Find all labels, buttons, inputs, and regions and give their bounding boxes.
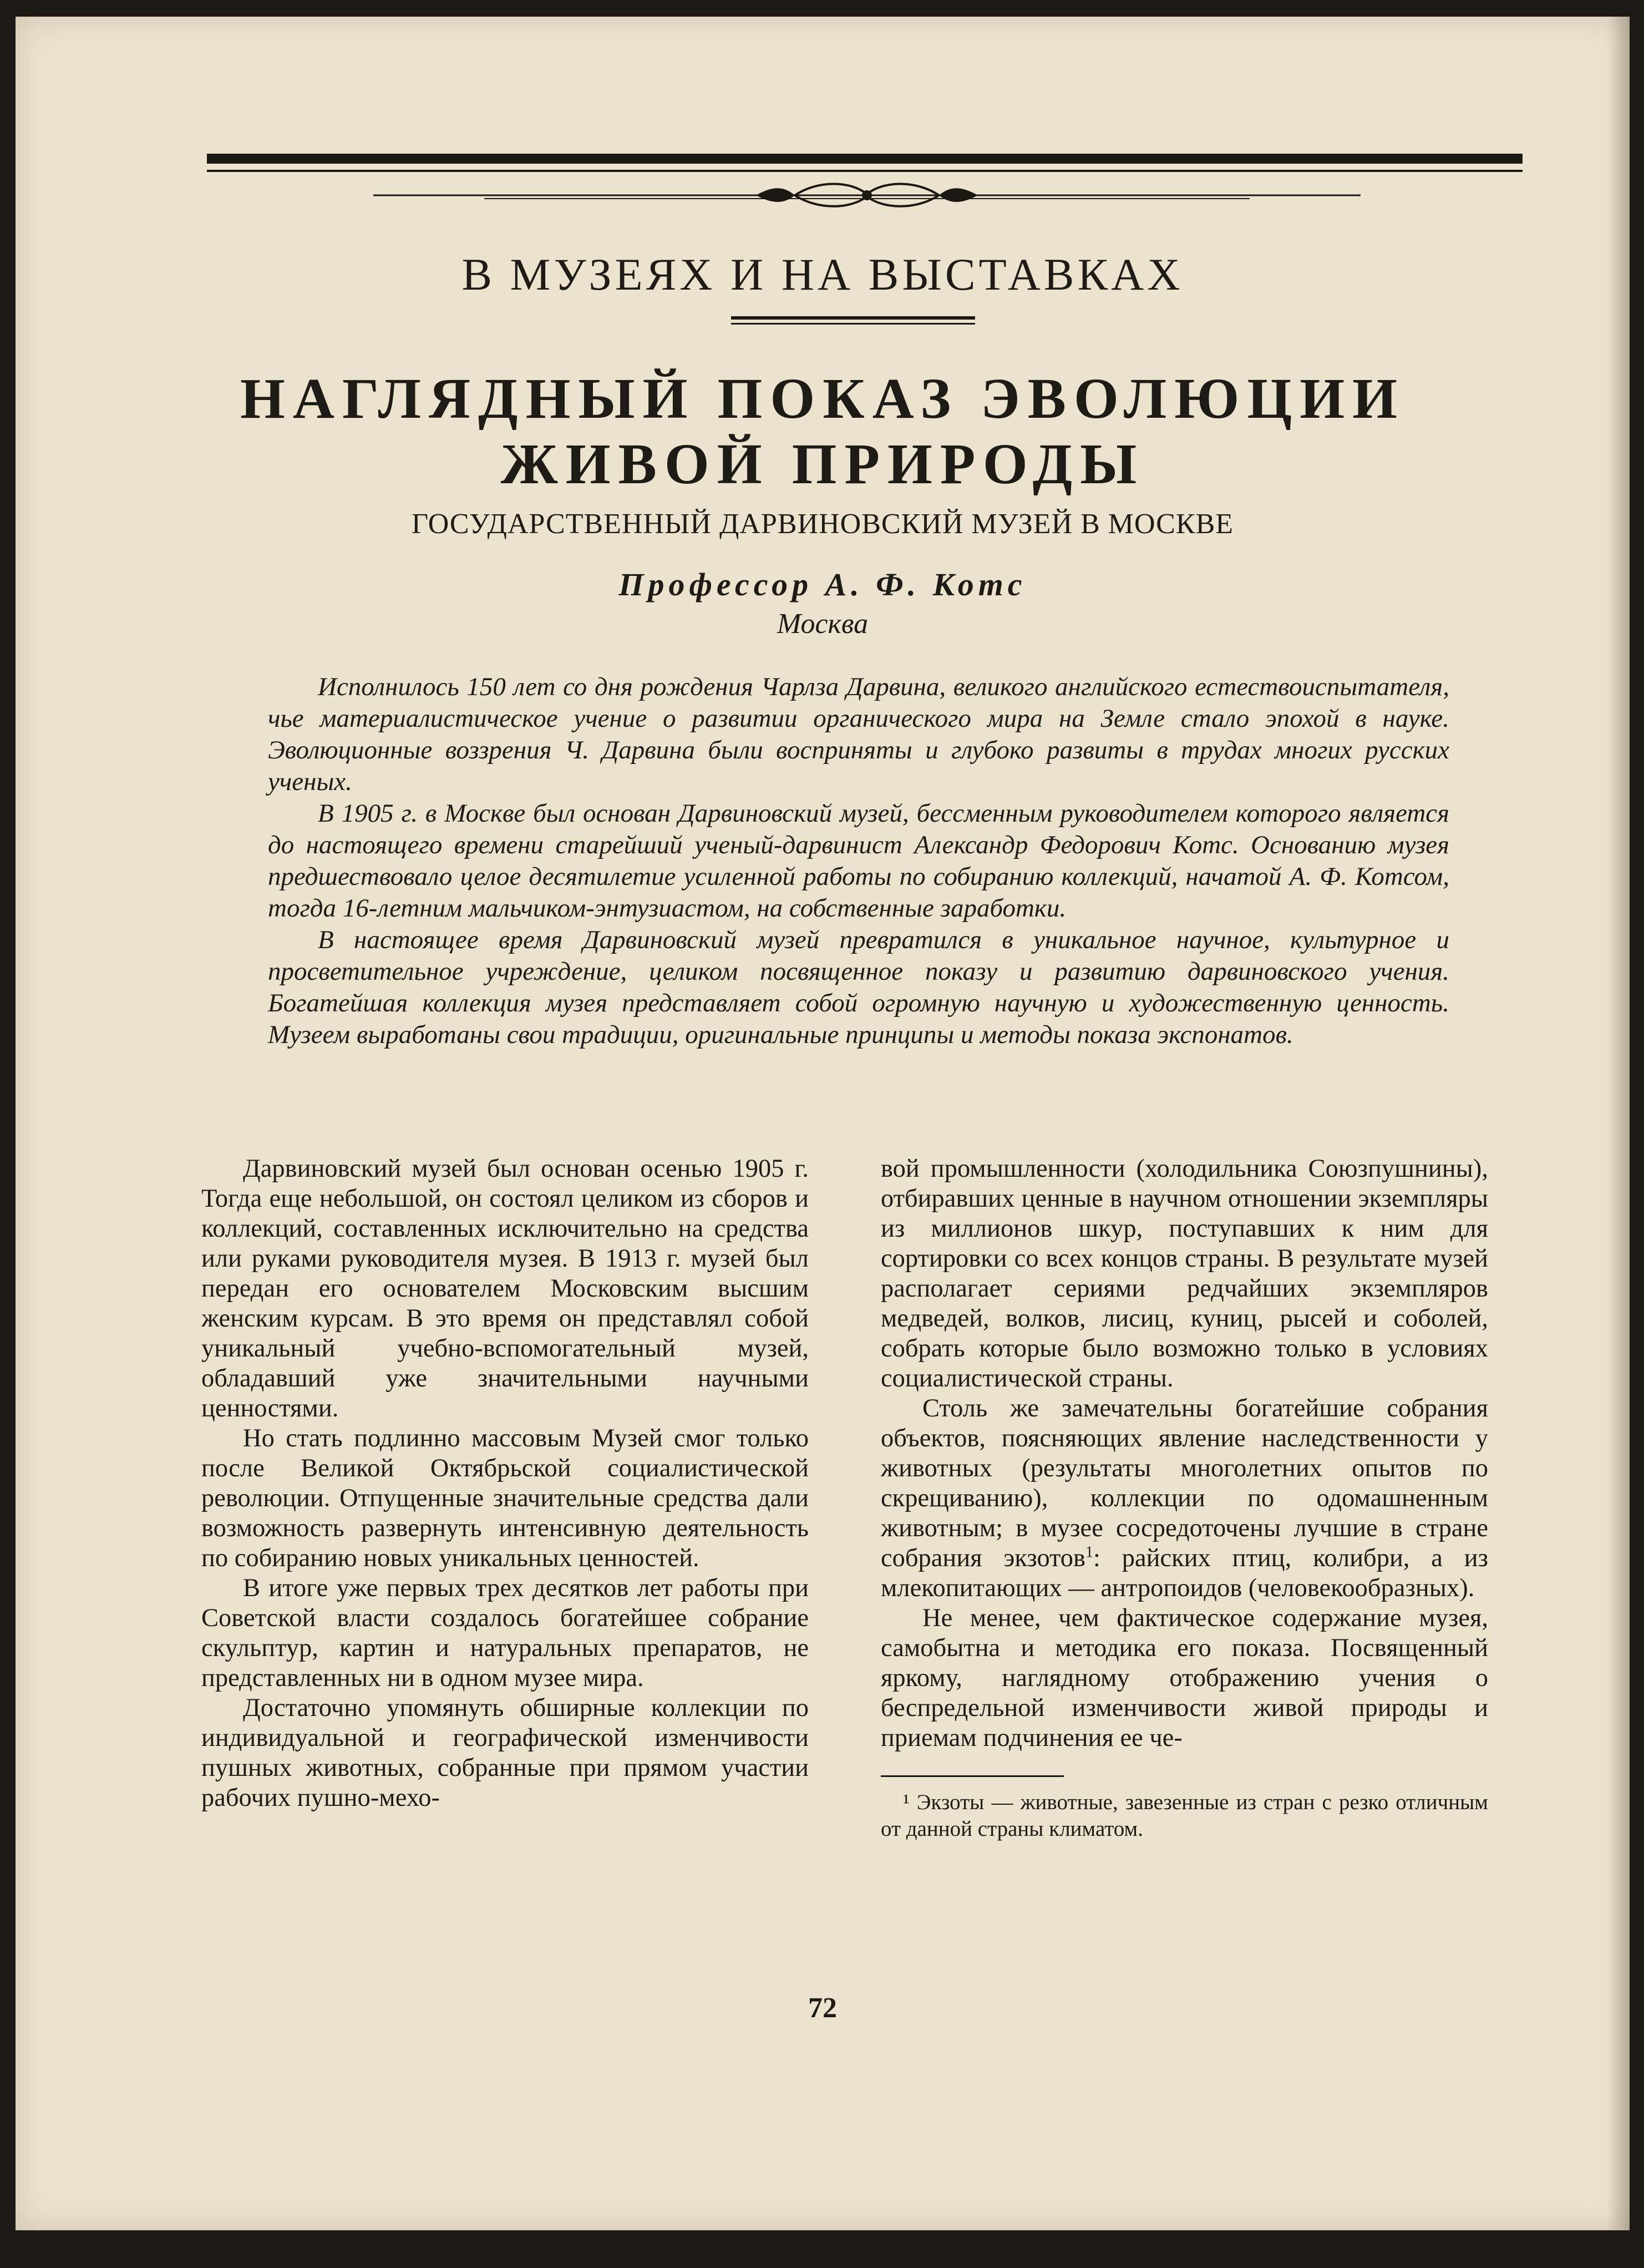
article-title-line1: НАГЛЯДНЫЙ ПОКАЗ ЭВОЛЮЦИИ [240,367,1405,431]
intro-paragraph: В настоящее время Дарвиновский музей превратился в уникальное научное, культурное и просветительное учреждение, целиком посвященное показу и развитию дарвиновского учения. Богатейшая коллекция музея представляет собой огромную научную и художественную ценность. Музеем выработаны свои традиции, оригинальные принципы и методы показа экспонатов. [268,925,1449,1049]
page-number: 72 [808,1992,837,2024]
body-paragraph-continued: вой промышленности (холодильника Союзпушнины), отбиравших ценные в научном отношении экземпляры из миллионов шкур, поступавших к ним для сортировки со всех концов страны. В результате музей располагает сериями редчайших экземпляров медведей, волков, лисиц, куниц, рысей и соболей, собрать которые было возможно только в условиях социалистической страны. [881,1155,1488,1393]
footnote-rule [881,1775,1064,1777]
intro-paragraph: Исполнилось 150 лет со дня рождения Чарлза Дарвина, великого английского естествоиспытателя, чье материалистическое учение о развитии органического мира на Земле стало эпохой в науке. Эволюционные воззрения Ч. Дарвина были восприняты и глубоко развиты в трудах многих русских ученых. [268,672,1449,796]
text-column-left [201,1154,809,1813]
section-title-rule [731,316,975,320]
page-edge-shadow [1607,17,1630,2230]
body-paragraph: Дарвиновский музей был основан осенью 1905 г. Тогда еще небольшой, он состоял целиком из сборов и коллекций, составленных исключительно на средства или руками руководителя музея. В 1913 г. музей был передан его основателем Московским высшим женским курсам. В это время он представлял собой уникальный учебно-вспомогательный музей, обладавший уже значительными научными ценностями. [201,1155,809,1422]
header-rule-thick [207,154,1523,164]
section-title-rule-thin [731,323,975,325]
intro-paragraph: В 1905 г. в Москве был основан Дарвиновский музей, бессменным руководителем которого является до настоящего времени старейший ученый-дарвинист Александр Федорович Котс. Основанию музея предшествовало целое десятилетие усиленной работы по собиранию коллекций, начатой А. Ф. Котсом, тогда 16-летним мальчиком-энтузиастом, на собственные заработки. [268,799,1449,923]
article-title-line2: ЖИВОЙ ПРИРОДЫ [500,432,1145,496]
article-intro [268,671,1449,1051]
body-paragraph: В итоге уже первых трех десятков лет работы при Советской власти создалось богатейшее собрание скульптур, картин и натуральных препаратов, не представленных ни в одном музее мира. [201,1574,809,1692]
header-rule-thin [207,170,1523,172]
article-city: Москва [777,608,869,640]
footnote: ¹ Экзоты — животные, завезенные из стран с резко отличным от данной страны климатом. [881,1790,1488,1841]
body-text: : райских птиц, колибри, а из млекопитающих — антропоидов (человекообразных). [881,1544,1488,1602]
ornament-icon [373,178,1361,211]
page [16,17,1630,2230]
section-title: В МУЗЕЯХ И НА ВЫСТАВКАХ [461,249,1184,300]
article-subtitle: ГОСУДАРСТВЕННЫЙ ДАРВИНОВСКИЙ МУЗЕЙ В МОСКВЕ [411,508,1234,540]
footnote-reference: 1 [1085,1543,1093,1561]
article-title [16,366,1630,497]
body-paragraph: Не менее, чем фактическое содержание музея, самобытна и методика его показа. Посвященный яркому, наглядному отображению учения о беспредельной изменчивости живой природы и приемам подчинения ее че- [881,1604,1488,1752]
text-column-right [881,1154,1488,1842]
body-paragraph [881,1394,1488,1603]
body-paragraph: Но стать подлинно массовым Музей смог только после Великой Октябрьской социалистической революции. Отпущенные значительные средства дали возможность развернуть интенсивную деятельность по собиранию новых уникальных ценностей. [201,1424,809,1572]
body-text: Столь же замечательны богатейшие собрания объектов, поясняющих явление наследственности у животных (результаты многолетних опытов по скрещиванию), коллекции по одомашненным животным; в музее сосредоточены лучшие в стране собрания экзотов [881,1394,1488,1572]
article-author: Профессор А. Ф. Котс [618,566,1027,603]
body-paragraph: Достаточно упомянуть обширные коллекции по индивидуальной и географической изменчивости пушных животных, собранные при прямом участии рабочих пушно-мехо- [201,1694,809,1812]
